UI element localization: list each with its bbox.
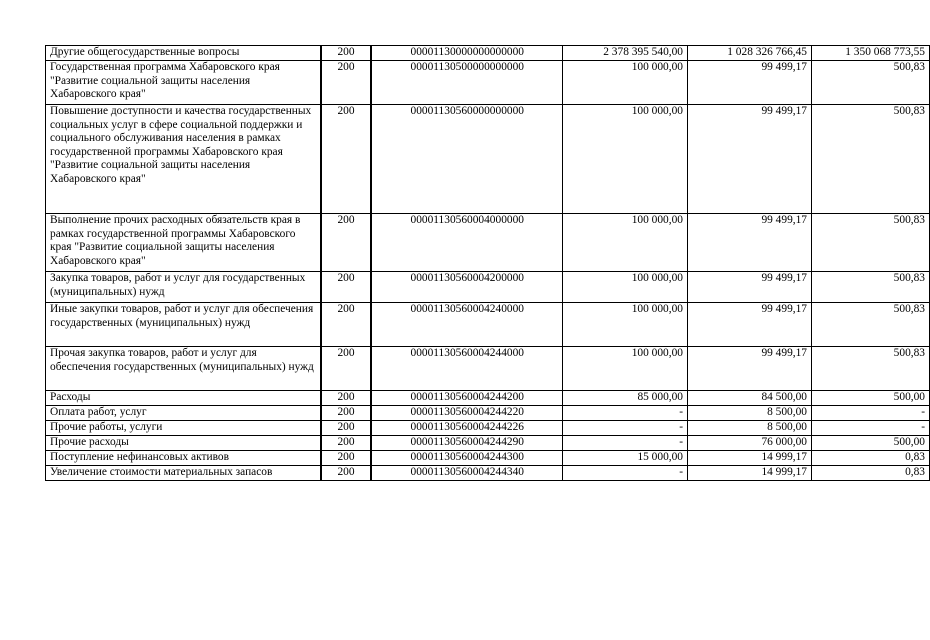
row-unexecuted-cell: - [812,421,930,436]
row-executed-cell: 99 499,17 [688,105,812,214]
row-executed-cell: 8 500,00 [688,421,812,436]
row-name-cell: Повышение доступности и качества государственных социальных услуг в сфере социальной поддержки и социального обслуживания населения в рамках государственной программы Хабаровского края "Развитие социальной защиты населения Хабаровского края" [46,105,321,214]
row-unexecuted-cell: 500,83 [812,347,930,391]
row-name-cell: Прочие работы, услуги [46,421,321,436]
row-line-code-cell: 200 [321,436,371,451]
row-unexecuted-cell: 0,83 [812,451,930,466]
row-budget-code-cell: 00001130560004000000 [371,214,563,272]
table-row [46,303,930,347]
row-approved-cell: 85 000,00 [563,391,688,406]
row-line-code-cell: 200 [321,214,371,272]
row-name-cell: Закупка товаров, работ и услуг для государственных (муниципальных) нужд [46,272,321,303]
row-name-cell: Увеличение стоимости материальных запасов [46,466,321,481]
row-executed-cell: 14 999,17 [688,451,812,466]
row-approved-cell: 100 000,00 [563,61,688,105]
row-name-cell: Другие общегосударственные вопросы [46,46,321,61]
row-approved-cell: - [563,421,688,436]
row-unexecuted-cell: 1 350 068 773,55 [812,46,930,61]
row-budget-code-cell: 00001130560004244340 [371,466,563,481]
row-name-cell: Оплата работ, услуг [46,406,321,421]
table-row [46,347,930,391]
row-unexecuted-cell: 500,00 [812,391,930,406]
row-line-code-cell: 200 [321,391,371,406]
table-row [46,436,930,451]
table-row [46,466,930,481]
row-name-cell: Прочие расходы [46,436,321,451]
row-name-cell: Государственная программа Хабаровского края "Развитие социальной защиты населения Хабаровского края" [46,61,321,105]
row-budget-code-cell: 00001130560000000000 [371,105,563,214]
row-executed-cell: 99 499,17 [688,303,812,347]
row-name-cell: Прочая закупка товаров, работ и услуг для обеспечения государственных (муниципальных) нужд [46,347,321,391]
row-executed-cell: 99 499,17 [688,347,812,391]
row-line-code-cell: 200 [321,272,371,303]
row-unexecuted-cell: 500,00 [812,436,930,451]
row-unexecuted-cell: 500,83 [812,105,930,214]
row-budget-code-cell: 00001130560004244226 [371,421,563,436]
row-line-code-cell: 200 [321,406,371,421]
row-approved-cell: 100 000,00 [563,214,688,272]
budget-execution-table [45,45,930,481]
row-name-cell: Расходы [46,391,321,406]
table-row [46,46,930,61]
row-name-cell: Выполнение прочих расходных обязательств края в рамках государственной программы Хабаровского края "Развитие социальной защиты населения Хабаровского края" [46,214,321,272]
row-approved-cell: - [563,406,688,421]
row-budget-code-cell: 00001130560004244290 [371,436,563,451]
row-executed-cell: 99 499,17 [688,272,812,303]
table-row [46,391,930,406]
row-executed-cell: 76 000,00 [688,436,812,451]
row-line-code-cell: 200 [321,421,371,436]
row-budget-code-cell: 00001130560004244220 [371,406,563,421]
row-unexecuted-cell: 0,83 [812,466,930,481]
table-row [46,451,930,466]
table-row [46,272,930,303]
row-unexecuted-cell: 500,83 [812,61,930,105]
row-line-code-cell: 200 [321,466,371,481]
row-budget-code-cell: 00001130560004244300 [371,451,563,466]
row-unexecuted-cell: 500,83 [812,214,930,272]
row-line-code-cell: 200 [321,347,371,391]
row-executed-cell: 84 500,00 [688,391,812,406]
row-approved-cell: 100 000,00 [563,272,688,303]
row-executed-cell: 8 500,00 [688,406,812,421]
row-approved-cell: - [563,466,688,481]
row-line-code-cell: 200 [321,451,371,466]
row-budget-code-cell: 00001130500000000000 [371,61,563,105]
row-approved-cell: - [563,436,688,451]
row-budget-code-cell: 00001130000000000000 [371,46,563,61]
table-row [46,105,930,214]
table-row [46,214,930,272]
row-approved-cell: 100 000,00 [563,303,688,347]
row-approved-cell: 2 378 395 540,00 [563,46,688,61]
row-line-code-cell: 200 [321,105,371,214]
row-executed-cell: 99 499,17 [688,61,812,105]
row-unexecuted-cell: 500,83 [812,303,930,347]
row-budget-code-cell: 00001130560004244200 [371,391,563,406]
table-body [46,46,930,481]
table-row [46,421,930,436]
row-executed-cell: 99 499,17 [688,214,812,272]
row-budget-code-cell: 00001130560004200000 [371,272,563,303]
row-executed-cell: 14 999,17 [688,466,812,481]
row-budget-code-cell: 00001130560004244000 [371,347,563,391]
row-name-cell: Иные закупки товаров, работ и услуг для обеспечения государственных (муниципальных) нужд [46,303,321,347]
row-approved-cell: 100 000,00 [563,105,688,214]
row-unexecuted-cell: 500,83 [812,272,930,303]
row-line-code-cell: 200 [321,61,371,105]
row-line-code-cell: 200 [321,303,371,347]
row-approved-cell: 15 000,00 [563,451,688,466]
row-name-cell: Поступление нефинансовых активов [46,451,321,466]
table-row [46,61,930,105]
row-executed-cell: 1 028 326 766,45 [688,46,812,61]
row-unexecuted-cell: - [812,406,930,421]
row-approved-cell: 100 000,00 [563,347,688,391]
row-budget-code-cell: 00001130560004240000 [371,303,563,347]
table-row [46,406,930,421]
row-line-code-cell: 200 [321,46,371,61]
